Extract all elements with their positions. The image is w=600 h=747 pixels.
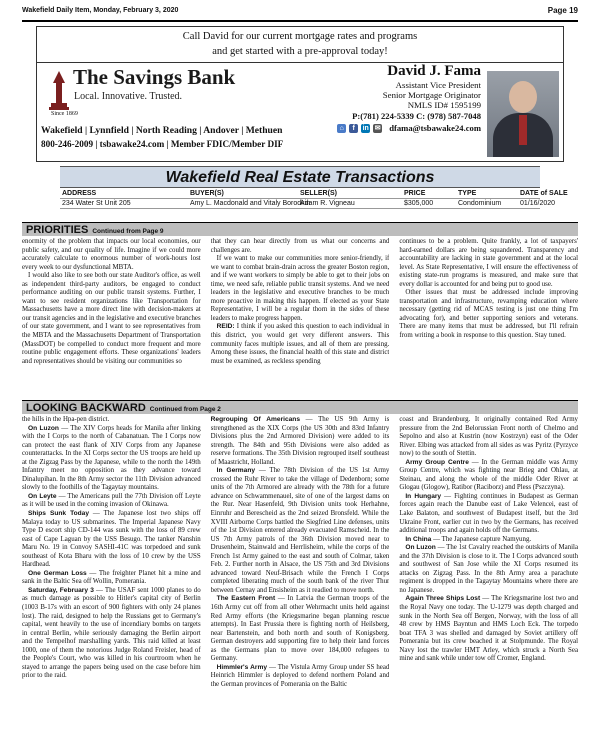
- lamp-icon: [47, 69, 71, 111]
- cell-price: $305,000: [404, 200, 434, 207]
- linkedin-icon: in: [362, 124, 369, 132]
- bank-towns: Wakefield | Lynnfield | North Reading | Andover | Methuen: [41, 125, 283, 136]
- cell-type: Condominium: [458, 200, 502, 207]
- article-column: [22, 238, 201, 396]
- cell-address: 234 Water St Unit 205: [62, 200, 131, 207]
- priorities-subtitle: Continued from Page 9: [92, 228, 164, 235]
- paragraph: Regrouping Of Americans — The US 9th Army is strengthened as the XIX Corps (the US 30th and 83rd Infantry Divisions plus the 2nd Armored Division) were added to its strength. The 84th and 95th Divisions were also added as reserve formations. The 35th Division regrouped itself southeast of Maastricht, Holland.: [210, 416, 390, 466]
- header-date: DATE of SALE: [520, 190, 568, 197]
- paragraph: Ships Sunk Today — The Japanese lost two ships off Malaya today to US submarines. The Imperial Japanese Navy Type D escort ship CD-144 was sunk with the loss of 89 crew east of Cape Laguan by the USS Besugo. The tanker Nanshin Maru No. 19 in Convoy SASHI-41C was torpedoed and sunk southeast of Kota Bharu with the loss of 10 crew by the USS Hardhead.: [22, 510, 201, 569]
- article-column: [211, 238, 390, 396]
- paragraph: On Luzon — The XIV Corps heads for Manila after linking with the I Corps to the north of Cabanatuan. The I Corps now can protect the east flank of XIV Corps from any Japanese counterattacks. In the XI Corps sector the US troops are held up at the Zigzag Pass by the Japanese, while to the north the 149th Infantry meet no opposition as they advance toward Dinalupihan. In the 8th Army sector the 11th Division advanced slowly to the foothills of the Tagaytay mountains.: [22, 424, 201, 492]
- looking-backward-article: [22, 416, 578, 742]
- paragraph: Army Group Centre — In the German middle was Army Group Centre, which was fighting near Brieg and Ohlau, at Steinau, and along the whole of the middle Oder River at Glogau (Glogow), Ratibor (Raciborz) and Pless (Pszczyna).: [399, 458, 579, 492]
- looking-backward-title: LOOKING BACKWARD: [26, 402, 146, 414]
- email-icon: ✉: [374, 124, 381, 132]
- header-type: TYPE: [458, 190, 477, 197]
- bank-contact: 800-246-2009 | tsbawake24.com | Member FDIC/Member DIF: [41, 139, 284, 149]
- paragraph: coast and Brandenburg. It originally contained Red Army pressure from the 2nd Belorussian Front north of Chelmo and Sepolno and also at Kustrin (now Kostrzyn) east of the Oder River. Elbing was attacked from all sides as was Pyritz (Pyrzyce now) to the south of Stettin.: [399, 416, 579, 458]
- priorities-title: PRIORITIES: [26, 224, 89, 236]
- masthead-left: Wakefield Daily Item, Monday, February 3, 2020: [22, 6, 179, 14]
- article-column: [22, 416, 201, 742]
- rep-title-2: Senior Mortgage Originator: [382, 90, 481, 100]
- paragraph: Again Three Ships Lost — The Kriegsmarine lost two and the Royal Navy one today. The U-1279 was depth charged and sunk in the North Sea off Bergen, Norway, with the loss of all 48 crew by HMS Bayntun and HMS Loch Eck. The torpedo boat TFA 3 was shelled and damaged by Soviet artillery off Pomerania but its crew beached it at Stolpmunde. The Royal Navy lost the trawler HMT Arley, which struck a North Sea mine and sank while under tow off Cromer, England.: [399, 595, 579, 663]
- paragraph: I would also like to see both our state Auditor's office, as well as independent third-party auditors, be engaged to conduct performance auditing on our public transit systems. Further, I want to see resident organizations like Transportation for Massachusetts have a more direct line with decision-makers at our transit agencies and in the legislative and executive branches of our state government, and I want to see representatives from the MBTA and the Massachusetts Department of Transportation (MassDOT) be compelled to conduct more frequent and more routine public engagement efforts. These organizations' leaders and representatives should be visiting our communities so: [22, 272, 201, 365]
- rep-photo: [487, 71, 559, 157]
- paragraph: On Luzon — The 1st Cavalry reached the outskirts of Manila and the 37th Division is close to it. The I Corps advanced south and southwest of San Jose while the XI Corps resumed its attacks on Zigzag Pass. In the 8th Army area a parachute regiment is dropped in the Tagaytay Mountains where there are no Japanese.: [399, 544, 579, 594]
- transactions-header: [60, 190, 568, 199]
- bank-advertisement: [36, 62, 564, 162]
- page-number: Page 19: [547, 5, 578, 15]
- paragraph: In Germany — The 78th Division of the US 1st Army crossed the Ruhr River to take the village of Dedenborn; some units of the 7th Armored are already with the 78th for a future advance on Schwammenauel, site of one of the largest dams on the Rur. Near Hasenfeld, 9th Division units took Herhahne, Einruhr and Berescheid as the 2nd seized Bronsfeld. While the XVIII Airborne Corps battled the Siegfried Line defenses, units of the 1st Division entered already evacuated Ramscheid. In the US 7th Army patrols of the 36th Division moved near to Drusenheim, Stainwald and Herrlisheim, while the corps of the French 1st Army gained to the east and south of Colmar, taken Feb. 2. Further north in Alsace, the US 75th and 3rd Divisions advanced toward Neuf-Brisach while the French I Corps completed liberating much of the south bank of the river Thur between Cernay and Ensisheim as it readied to move north.: [210, 467, 390, 594]
- ad-headline-2: and get started with a pre-approval today!: [212, 46, 388, 57]
- rep-nmls: NMLS ID# 1595199: [407, 100, 481, 110]
- paragraph: that they can hear directly from us what our concerns and challenges are.: [210, 238, 390, 254]
- cell-sellers: Adam R. Vigneau: [300, 200, 355, 207]
- cell-buyers: Amy L. Macdonald and Vitaly Borodkin: [190, 200, 311, 207]
- ad-headline: [36, 26, 564, 62]
- bank-since: Since 1869: [51, 111, 78, 117]
- article-column: [399, 238, 578, 396]
- house-icon: ⌂: [337, 124, 346, 133]
- paragraph: Himmler's Army — The Vistula Army Group under SS head Heinrich Himmler is deployed to defend northern Poland and the German provinces of Pomerania on the Baltic: [210, 663, 390, 688]
- paragraph: In Hungary — Fighting continues in Budapest as German forces again reach the Danube east of Lake Velencei, east of Lake Balaton, and southwest of Budapest itself, but the 3rd Ukraine Front, earlier cut in two by the Germans, has received additional troops and again holds off the Germans.: [399, 492, 579, 535]
- looking-backward-header: [22, 400, 578, 414]
- rep-name: David J. Fama: [387, 63, 481, 79]
- paragraph: REID: I think if you asked this question to each individual in this district, you would get very different answers. This community faces multiple issues, and all of them are pressing. Among these issues, the financial health of this state and district must be examined, as reckless spending: [210, 323, 390, 365]
- paragraph: On Leyte — The Americans pull the 77th Division off Leyte as it will be used in the coming invasion of Okinawa.: [22, 492, 201, 509]
- paragraph: If we want to make our communities more senior-friendly, if we want to combat brain-drain across the greater Boston region, and if we want workers to simply be able to get to their jobs on time, we need safe, reliable public transit systems. And we need leaders in the legislative and executive branches to be much more proactive in making this happen. If elected as your State Representative, I will be a regular thorn in the sides of these leaders to make progress happen.: [210, 255, 390, 322]
- paragraph: continues to be a problem. Quite frankly, a lot of taxpayers' hard-earned dollars are being squandered. Transparency and accountability are lacking in state government and at the local level. As State Representative, I will ensure the effectiveness of existing state-run programs is measured, and make sure that every dollar is accounted for and being put to good use.: [399, 238, 579, 288]
- rep-title-1: Assistant Vice President: [395, 80, 481, 90]
- header-price: PRICE: [404, 190, 426, 197]
- bank-logo: [47, 65, 236, 123]
- rep-email: dfama@tsbawake24.com: [389, 123, 481, 133]
- looking-backward-subtitle: Continued from Page 2: [149, 406, 221, 413]
- paragraph: The Eastern Front — In Latvia the German troops of the 16th Army cut off from all other Wehrmacht units held against Red Army efforts (the Kriegsmarine began planning rescue attempts). In East Prussia there is fighting north of Heilsberg, near Bartenstein, and both north and south of Konigsberg. German destroyers add supporting fire to help their land forces as the Germans plan to move over 184,000 refugees to Germany.: [210, 595, 390, 663]
- priorities-article: [22, 238, 578, 396]
- paragraph: Other issues that must be addressed include improving transportation and infrastructure, revamping education where necessary (getting rid of MCAS testing is just one thing I'm advocating for), and better supporting seniors and veterans. There are many items that must be addressed, but I'll refrain from writing a book in response to this question. Stay tuned.: [399, 289, 579, 340]
- paragraph: Saturday, February 3 — The USAF sent 1000 planes to do as much damage as possible to Hitler's capital city of Berlin (1003 B-17s with an escort of 900 fighters with only 24 planes lost). The raid, designed to help the Russians get to Germany's capital, went heavily to the use of incendiary bombs on targets in central Berlin, while seriously damaging the Berlin airport and the Tempelhof marshalling yards. This raid killed at least 1000, one of them the notorious Judge Roland Freisler, head of the People's Court, who was killed in his courtroom when he stayed to arrange the papers being used on the case before him prior to the raid.: [22, 586, 201, 680]
- header-address: ADDRESS: [62, 190, 97, 197]
- paragraph: In China — The Japanese capture Namyung.: [405, 535, 532, 543]
- rep-info: [337, 63, 481, 133]
- paragraph: enormity of the problem that impacts our local economies, our public safety, and our quality of life. Imagine if we could more accurately calculate to enormous number of work-hours lost every week to our dysfunctional MBTA.: [22, 238, 201, 271]
- header-sellers: SELLER(S): [300, 190, 337, 197]
- masthead: [22, 0, 578, 22]
- bank-name: The Savings Bank: [73, 65, 236, 89]
- table-row: [60, 200, 556, 209]
- transactions-title: Wakefield Real Estate Transactions: [60, 166, 540, 188]
- paragraph: One German Loss — The freighter Planet hit a mine and sank in the Baltic Sea off Wollin, Pomerania.: [22, 569, 201, 586]
- paragraph: the hills in the Hpa-pen district.: [22, 416, 110, 423]
- priorities-header: [22, 222, 578, 236]
- rep-phone: P:(781) 224-5339 C: (978) 587-7048: [352, 111, 481, 121]
- facebook-icon: f: [349, 124, 358, 133]
- article-column: [399, 416, 578, 742]
- cell-date: 01/16/2020: [520, 200, 556, 207]
- bank-tagline: Local. Innovative. Trusted.: [74, 91, 183, 102]
- social-icons: [337, 123, 481, 133]
- ad-headline-1: Call David for our current mortgage rates and programs: [182, 31, 418, 42]
- header-buyers: BUYER(S): [190, 190, 224, 197]
- article-column: [211, 416, 390, 742]
